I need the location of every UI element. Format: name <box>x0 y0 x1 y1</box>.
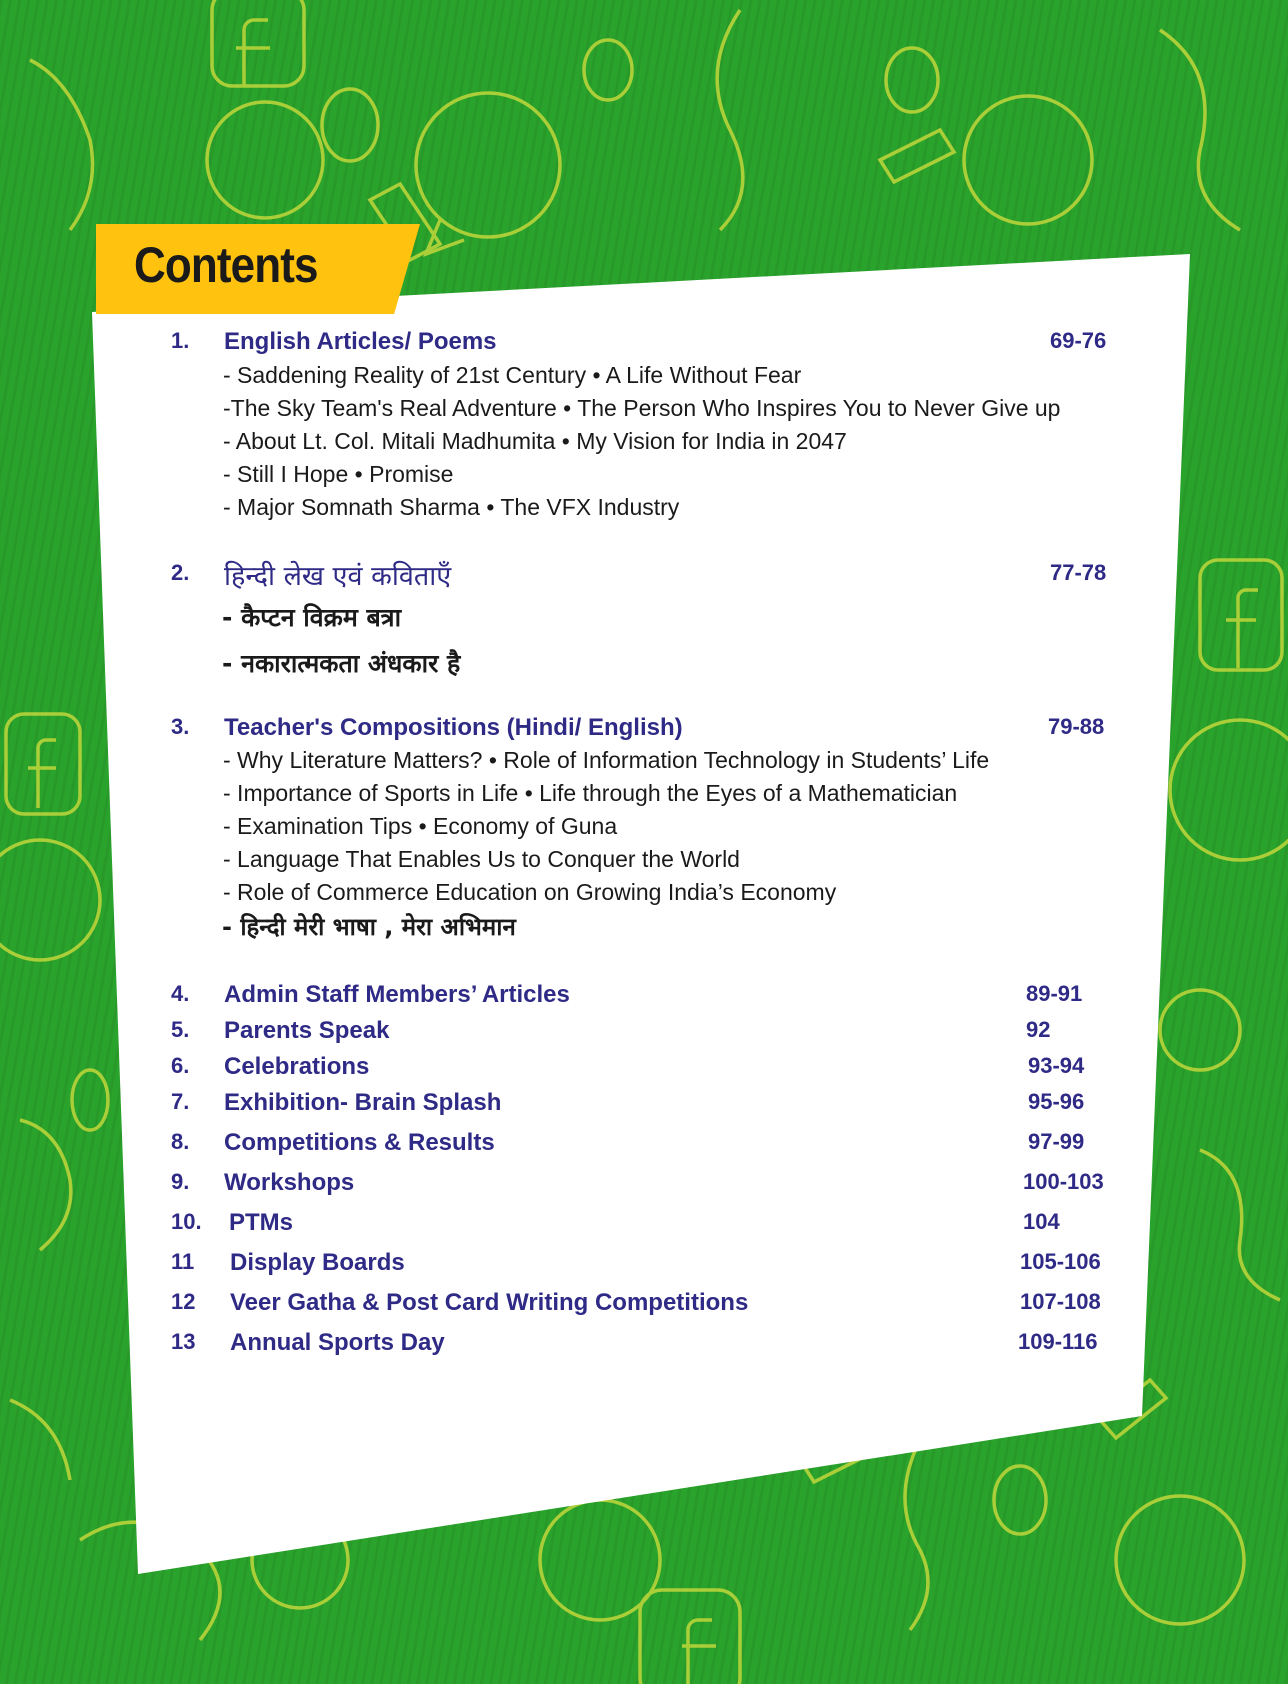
entry-number: 13 <box>171 1329 196 1354</box>
entry-number: 4. <box>171 981 190 1006</box>
list-item: - नकारात्मकता अंधकार है <box>222 649 461 678</box>
list-item: - Language That Enables Us to Conquer the World <box>223 846 740 872</box>
list-item: - हिन्दी मेरी भाषा , मेरा अभिमान <box>222 913 516 941</box>
entry-heading: Exhibition- Brain Splash <box>224 1089 502 1116</box>
entry-pages: 97-99 <box>1028 1129 1085 1154</box>
entry-pages: 92 <box>1026 1017 1051 1042</box>
section-heading: Teacher's Compositions (Hindi/ English) <box>224 714 683 741</box>
entry-heading: Celebrations <box>224 1053 370 1080</box>
entry-number: 7. <box>171 1089 190 1114</box>
list-item: - Examination Tips • Economy of Guna <box>223 813 618 839</box>
entry-heading: Workshops <box>224 1169 355 1196</box>
list-item: - Why Literature Matters? • Role of Information Technology in Students’ Life <box>223 747 990 773</box>
entry-heading: Annual Sports Day <box>230 1329 445 1356</box>
entry-number: 11 <box>171 1249 195 1274</box>
entry-number: 5. <box>171 1017 190 1042</box>
entry-pages: 107-108 <box>1020 1289 1101 1314</box>
entry-number: 9. <box>171 1169 190 1194</box>
entry-pages: 95-96 <box>1028 1089 1085 1114</box>
entry-number: 8. <box>171 1129 190 1154</box>
entry-pages: 105-106 <box>1020 1249 1101 1274</box>
section-pages: 69-76 <box>1050 328 1107 353</box>
entry-pages: 104 <box>1023 1209 1060 1234</box>
section-number: 1. <box>171 328 190 353</box>
list-item: - Major Somnath Sharma • The VFX Industry <box>223 494 680 520</box>
entry-pages: 109-116 <box>1018 1329 1098 1354</box>
section-number: 2. <box>171 560 190 585</box>
entry-heading: Parents Speak <box>224 1017 390 1044</box>
section-heading: English Articles/ Poems <box>224 328 497 355</box>
entry-pages: 100-103 <box>1023 1169 1104 1194</box>
list-item: - About Lt. Col. Mitali Madhumita • My Vision for India in 2047 <box>223 428 847 454</box>
entry-number: 6. <box>171 1053 190 1078</box>
entry-number: 12 <box>171 1289 196 1314</box>
section-pages: 79-88 <box>1048 714 1105 739</box>
list-item: - Importance of Sports in Life • Life through the Eyes of a Mathematician <box>223 780 958 806</box>
section-number: 3. <box>171 714 190 739</box>
list-item: - कैप्टन विक्रम बत्रा <box>222 603 402 632</box>
section-pages: 77-78 <box>1050 560 1107 585</box>
entry-heading: Admin Staff Members’ Articles <box>224 981 570 1008</box>
entry-pages: 93-94 <box>1028 1053 1085 1078</box>
entry-pages: 89-91 <box>1026 981 1083 1006</box>
entry-heading: Display Boards <box>230 1249 405 1276</box>
section-heading: हिन्दी लेख एवं कविताएँ <box>224 561 452 592</box>
entry-heading: Veer Gatha & Post Card Writing Competitions <box>230 1289 749 1316</box>
entry-heading: Competitions & Results <box>224 1129 495 1156</box>
list-item: -The Sky Team's Real Adventure • The Person Who Inspires You to Never Give up <box>223 395 1061 421</box>
entry-number: 10. <box>171 1209 202 1234</box>
list-item: - Role of Commerce Education on Growing India’s Economy <box>223 879 837 905</box>
entry-heading: PTMs <box>229 1209 294 1236</box>
list-item: - Still I Hope • Promise <box>223 461 454 487</box>
page-title: Contents <box>134 237 318 293</box>
list-item: - Saddening Reality of 21st Century • A Life Without Fear <box>223 362 802 388</box>
